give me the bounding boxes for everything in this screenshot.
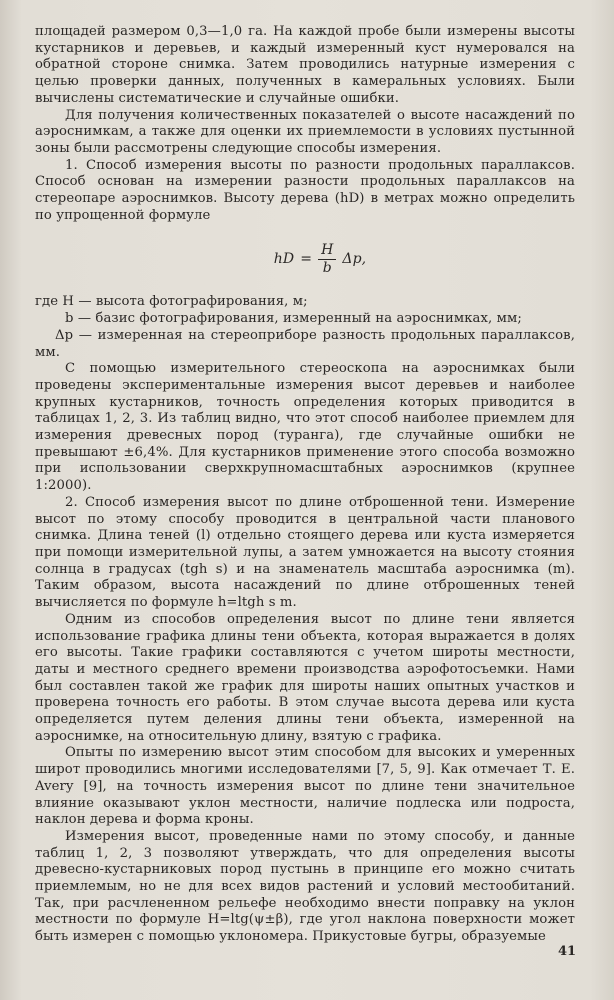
legend-line-h: где H — высота фотографирования, м;: [35, 294, 308, 310]
paragraph-measurements: Измерения высот, проведенные нами по этому способу, и данные таблиц 1, 2, 3 позволяют утверждать, что для определения высоты древесно-кустарниковых пород пустынь в принципе его можно считать приемлемым, но не для всех видов растений и условий местообитаний. Так, при расчлененном рельефе необходимо внести поправку на уклон местности по формуле H=ltg(ψ±β), где угол наклона поверхности может быть измерен с помощью уклономера. Прикустовые бугры, образуемые: [35, 828, 575, 945]
formula-numerator: H: [318, 242, 336, 260]
paragraph-shadow-graph: Одним из способов определения высот по длине тени является использование графика длины тени объекта, которая выражается в долях его высоты. Такие графики составляются с учетом широты местности, даты и местного среднего времени производства аэрофотосъемки. Нами был составлен такой же график для широты наших опытных участков и проверена точность его работы. В этом случае высота дерева или куста определяется путем деления длины тени объекта, измеренной на аэроснимке, на относительную длину, взятую с графика.: [35, 611, 575, 744]
paragraph-method-1: 1. Способ измерения высоты по разности продольных параллаксов. Способ основан на измерении разности продольных параллаксов на стереопаре аэроснимков. Высоту дерева (hD) в метрах можно определить по упрощенной формуле: [35, 157, 575, 223]
formula-denominator: b: [322, 259, 332, 276]
formula-fraction: [318, 242, 336, 277]
paragraph-intro-methods: Для получения количественных показателей о высоте насаждений по аэроснимкам, а также для оценки их приемлемости в условиях пустынной зоны были рассмотрены следующие способы измерения.: [35, 107, 575, 156]
legend-line-b: b — базис фотографирования, измеренный на аэроснимках, мм;: [65, 311, 522, 327]
formula-rhs: Δp,: [342, 251, 367, 268]
height-formula: [274, 242, 366, 277]
formula-block: [35, 224, 575, 294]
formula-equals: =: [300, 251, 313, 268]
page-number: 41: [558, 944, 577, 959]
formula-lhs: hD: [273, 251, 295, 268]
body-text: [35, 24, 575, 946]
paragraph-continuation: площадей размером 0,3—1,0 га. На каждой пробе были измерены высоты кустарников и деревьев, и каждый измеренный куст нумеровался на обратной стороне снимка. Затем проводились натурные измерения с целью проверки данных, полученных в камеральных условиях. Были вычислены систематические и случайные ошибки.: [35, 24, 575, 106]
legend-line-dp: Δp — измеренная на стереоприборе разность продольных параллаксов, мм.: [35, 327, 575, 360]
paragraph-experiments: Опыты по измерению высот этим способом для высоких и умеренных широт проводились многими исследователями [7, 5, 9]. Как отмечает Т. Е. Avery [9], на точность измерения высот по длине тени значительное влияние оказывают уклон местности, наличие подлеска или подроста, наклон дерева и форма кроны.: [35, 745, 575, 828]
paragraph-method-2: 2. Способ измерения высот по длине отброшенной тени. Измерение высот по этому способу проводится в центральной части планового снимка. Длина теней (l) отдельно стоящего дерева или куста измеряется при помощи измерительной лупы, а затем умножается на высоту стояния солнца в градусах (tgh s) и на знаменатель масштаба аэроснимка (m). Таким образом, высота насаждений по длине отброшенных теней вычисляется по формуле h=ltgh s m.: [35, 494, 575, 611]
paragraph-stereoscope: С помощью измерительного стереоскопа на аэроснимках были проведены экспериментальные измерения высот деревьев и наиболее крупных кустарников, точность определения которых приводится в таблицах 1, 2, 3. Из таблиц видно, что этот способ наиболее приемлем для измерения древесных пород (туранга), где случайные ошибки не превышают ±6,4%. Для кустарников применение этого способа возможно при использовании сверхкрупномасштабных аэроснимков (крупнее 1:2000).: [35, 361, 575, 494]
